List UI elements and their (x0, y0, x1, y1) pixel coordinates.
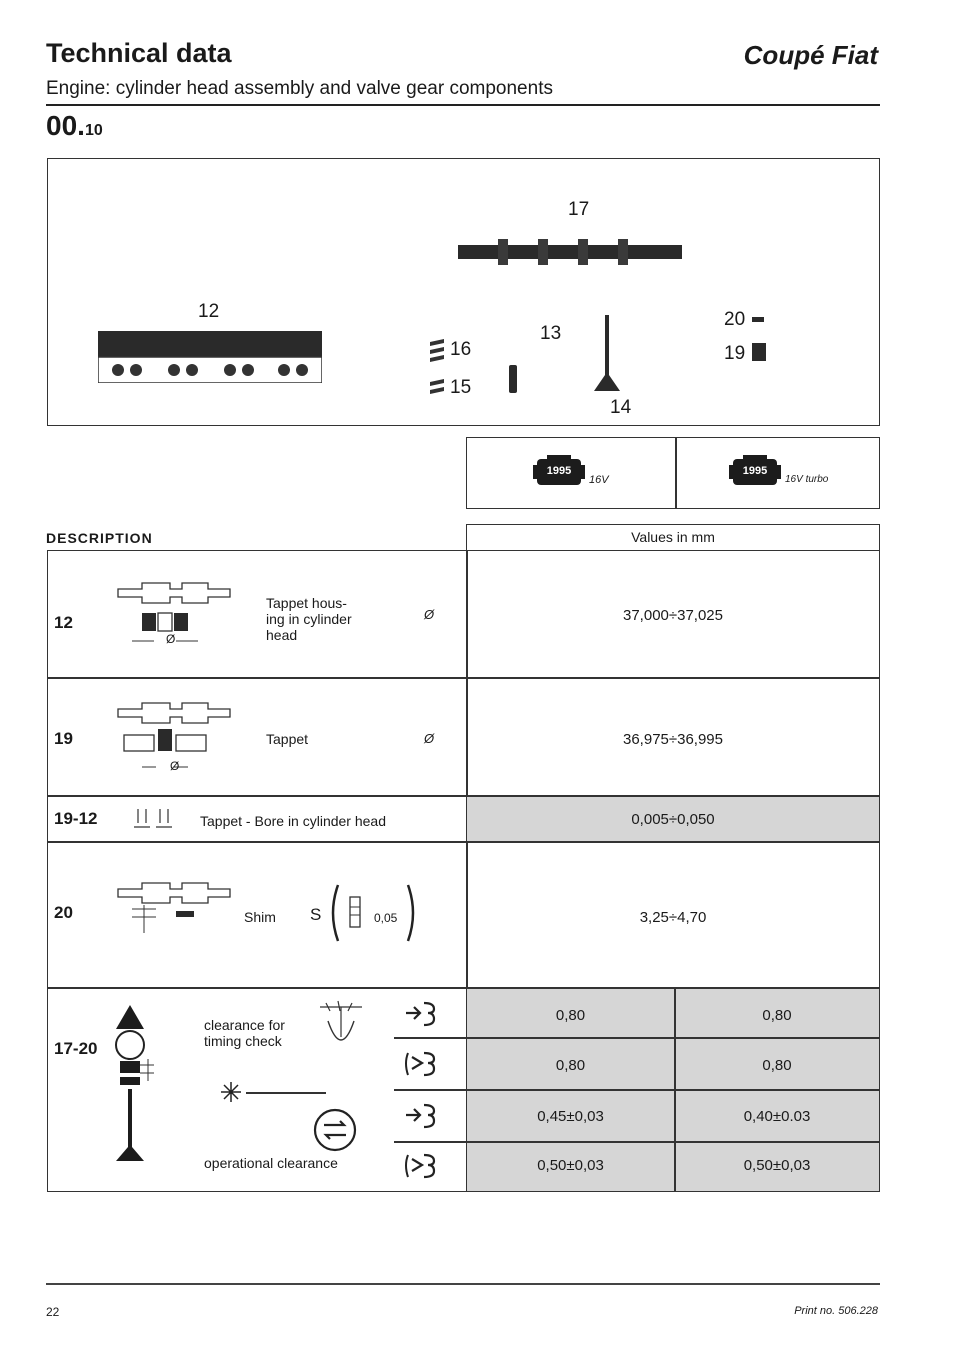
clearance-value: 0,50±0,03 (537, 1157, 604, 1174)
cylinder-head-illustration (98, 331, 322, 383)
value-20: 3,25÷4,70 (639, 909, 707, 926)
values-heading-cell (466, 524, 880, 550)
component-diagram (47, 158, 880, 426)
tappet-icon (752, 343, 766, 361)
label-13: 13 (540, 323, 562, 344)
row-id-20: 20 (54, 903, 73, 922)
clearance-value: 0,80 (555, 1057, 586, 1074)
valve-guide-icon (508, 365, 518, 393)
clearance-value: 0,50±0,03 (743, 1157, 811, 1174)
shim-icon (752, 317, 764, 322)
label-14: 14 (610, 397, 632, 418)
row-id-19-12: 19-12 (54, 809, 98, 828)
intake-valve-icon (404, 1101, 438, 1131)
shim-s-label: S (310, 905, 322, 924)
clearance-value: 0,40±0.03 (743, 1108, 811, 1125)
diameter-symbol: Ø (166, 632, 176, 646)
section-code-sub: 10 (84, 122, 103, 139)
clearance-value: 0,80 (555, 1007, 586, 1024)
valve-spring-inner-icon (430, 379, 444, 397)
label-12: 12 (198, 301, 220, 322)
engine-badge-1995: 1995 (546, 465, 572, 477)
values-heading: Values in mm (631, 529, 715, 545)
section-code-main: 00. (46, 110, 85, 141)
value-19: 36,975÷36,995 (623, 731, 723, 748)
label-20: 20 (724, 309, 746, 330)
diameter-symbol: Ø (424, 607, 435, 622)
engine-header (466, 437, 880, 509)
engine-badge-1995-turbo: 1995 (742, 465, 768, 477)
footer-rule (46, 1283, 880, 1285)
clearance-value: 0,80 (762, 1057, 792, 1074)
shim-step: 0,05 (374, 911, 398, 925)
print-number: Print no. 506.228 (794, 1305, 878, 1317)
row-text-19-12: Tappet - Bore in cylinder head (200, 813, 386, 829)
operational-clearance-icon (312, 1107, 358, 1153)
engine-variant-16v-turbo: 16V turbo (785, 474, 829, 485)
timing-clearance-label: clearance for timing check (204, 1017, 285, 1049)
intake-valve-icon (404, 999, 438, 1029)
row-text-20: Shim (244, 909, 276, 925)
header-rule (46, 104, 880, 106)
cold-engine-icon (220, 1081, 242, 1103)
timing-gauge-icon (316, 999, 366, 1061)
row-id-17-20: 17-20 (54, 1039, 98, 1058)
exhaust-valve-icon (404, 1049, 438, 1079)
row-text-19: Tappet (266, 731, 309, 747)
label-16: 16 (450, 339, 472, 360)
description-heading: DESCRIPTION (46, 530, 153, 546)
spec-table (47, 550, 880, 1192)
diameter-symbol: Ø (424, 731, 435, 746)
tappet-housing-icon (112, 577, 242, 651)
page-title: Technical data (46, 38, 232, 68)
row-id-12: 12 (54, 613, 73, 632)
valve-spring-outer-icon (430, 339, 444, 365)
valve-illustration (592, 315, 622, 395)
diameter-symbol: Ø (170, 759, 180, 773)
section-code (46, 110, 103, 142)
label-17: 17 (568, 199, 590, 220)
clearance-value: 0,45±0,03 (537, 1108, 604, 1125)
camshaft-illustration (458, 237, 682, 267)
row-text-12: Tappet hous- ing in cylinder head (266, 595, 352, 643)
clearance-value: 0,80 (762, 1007, 792, 1024)
label-15: 15 (450, 377, 472, 398)
brand-label: Coupé Fiat (743, 40, 878, 70)
page-number: 22 (46, 1305, 60, 1319)
engine-variant-16v: 16V (589, 474, 609, 486)
bore-clearance-icon (132, 805, 178, 833)
value-12: 37,000÷37,025 (623, 607, 723, 624)
label-19: 19 (724, 343, 746, 364)
operational-clearance-label: operational clearance (204, 1155, 338, 1171)
value-19-12: 0,005÷0,050 (631, 811, 715, 828)
page-subtitle: Engine: cylinder head assembly and valve gear components (46, 78, 553, 99)
exhaust-valve-icon (404, 1151, 438, 1181)
valve-tappet-icon (110, 1001, 160, 1181)
shim-icon (112, 877, 242, 937)
shim-thickness-icon (328, 881, 418, 945)
row-id-19: 19 (54, 729, 73, 748)
